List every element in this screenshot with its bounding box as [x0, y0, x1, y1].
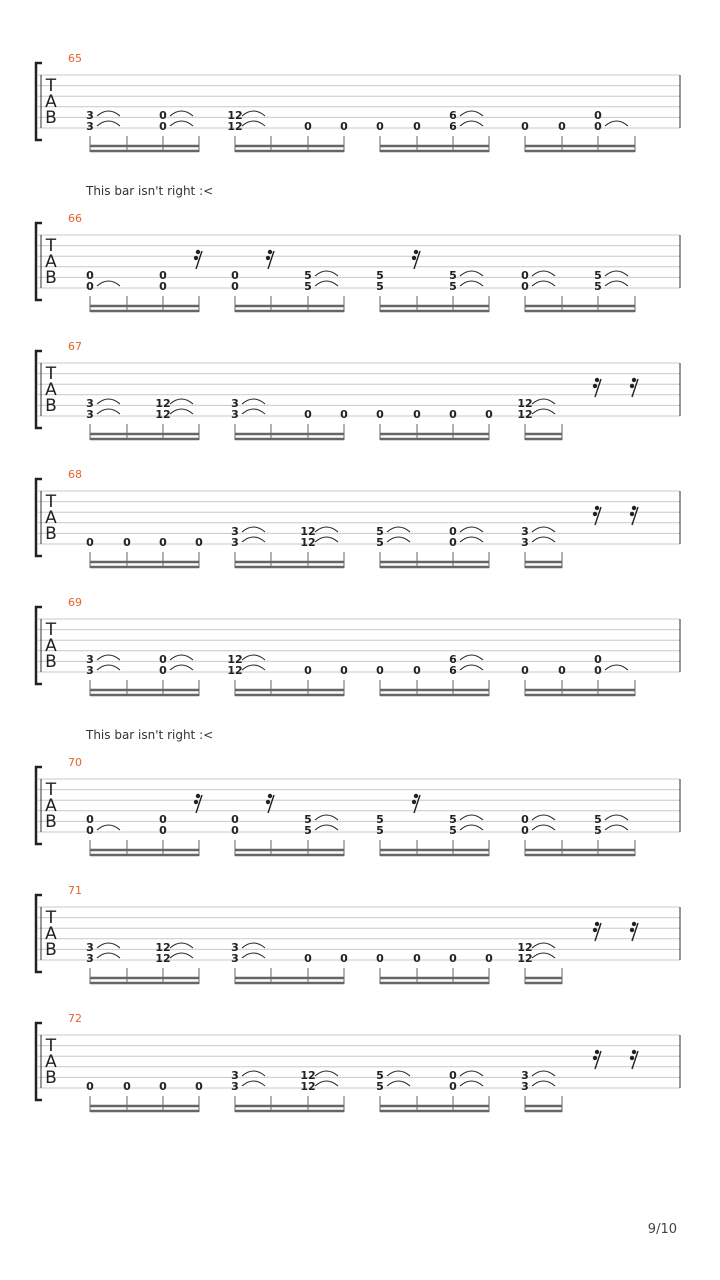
fret-number: 0: [449, 536, 457, 549]
tie-arc: [315, 527, 338, 532]
fret-number: 3: [86, 941, 94, 954]
fret-number: 5: [304, 269, 312, 282]
fret-number: 0: [86, 280, 94, 293]
measure-number: 70: [68, 756, 82, 769]
fret-number: 5: [449, 824, 457, 837]
fret-number: 0: [159, 1080, 167, 1093]
tab-clef-letter: A: [45, 1052, 57, 1072]
fret-number: 3: [86, 120, 94, 133]
tab-clef-letter: B: [45, 268, 57, 288]
tie-arc: [460, 665, 483, 670]
tie-arc: [242, 111, 265, 116]
tie-arc: [97, 281, 120, 286]
fret-number: 3: [86, 397, 94, 410]
tab-clef-letter: A: [45, 92, 57, 112]
fret-number: 0: [594, 653, 602, 666]
fret-number: 12: [227, 664, 243, 677]
tie-arc: [460, 111, 483, 116]
fret-number: 0: [485, 952, 493, 965]
tie-arc: [170, 655, 193, 660]
tie-arc: [605, 665, 628, 670]
fret-number: 12: [155, 408, 171, 421]
tie-arc: [460, 527, 483, 532]
tab-clef-letter: B: [45, 524, 57, 544]
fret-number: 0: [86, 824, 94, 837]
tab-clef-letter: B: [45, 940, 57, 960]
tie-arc: [532, 953, 555, 958]
tie-arc: [170, 121, 193, 126]
fret-number: 3: [231, 1069, 239, 1082]
fret-number: 6: [449, 109, 457, 122]
rest-flag-dot: [632, 922, 636, 926]
fret-number: 5: [376, 813, 384, 826]
fret-number: 0: [159, 813, 167, 826]
tab-clef-letter: T: [45, 780, 57, 800]
fret-number: 12: [227, 653, 243, 666]
rest-flag-dot: [632, 1050, 636, 1054]
tie-arc: [242, 527, 265, 532]
fret-number: 0: [413, 664, 421, 677]
tie-arc: [532, 943, 555, 948]
tie-arc: [460, 537, 483, 542]
tie-arc: [532, 537, 555, 542]
rest-flag-dot: [593, 512, 597, 516]
fret-number: 0: [449, 1069, 457, 1082]
tie-arc: [242, 1081, 265, 1086]
tie-arc: [532, 409, 555, 414]
tab-clef-letter: A: [45, 252, 57, 272]
rest-flag-dot: [595, 506, 599, 510]
tie-arc: [97, 953, 120, 958]
tab-clef-letter: A: [45, 924, 57, 944]
fret-number: 0: [449, 408, 457, 421]
tie-arc: [97, 409, 120, 414]
rest-flag-dot: [593, 384, 597, 388]
tie-arc: [242, 399, 265, 404]
tie-arc: [97, 655, 120, 660]
tie-arc: [242, 537, 265, 542]
fret-number: 0: [231, 269, 239, 282]
tie-arc: [532, 1071, 555, 1076]
fret-number: 12: [517, 941, 533, 954]
tie-arc: [97, 111, 120, 116]
tie-arc: [315, 281, 338, 286]
fret-number: 0: [159, 653, 167, 666]
tie-arc: [170, 111, 193, 116]
fret-number: 0: [413, 408, 421, 421]
fret-number: 0: [159, 269, 167, 282]
fret-number: 12: [517, 408, 533, 421]
fret-number: 0: [195, 1080, 203, 1093]
rest-flag-dot: [630, 1056, 634, 1060]
fret-number: 0: [123, 536, 131, 549]
rest-flag-dot: [196, 794, 200, 798]
fret-number: 3: [231, 1080, 239, 1093]
fret-number: 0: [376, 120, 384, 133]
fret-number: 0: [304, 408, 312, 421]
rest-flag-dot: [268, 250, 272, 254]
fret-number: 5: [594, 269, 602, 282]
tab-clef-letter: A: [45, 636, 57, 656]
tie-arc: [605, 281, 628, 286]
rest-flag-dot: [630, 928, 634, 932]
fret-number: 0: [304, 952, 312, 965]
fret-number: 12: [300, 525, 316, 538]
fret-number: 3: [86, 109, 94, 122]
fret-number: 0: [376, 408, 384, 421]
tie-arc: [605, 271, 628, 276]
fret-number: 5: [376, 269, 384, 282]
tie-arc: [532, 399, 555, 404]
measure-number: 69: [68, 596, 82, 609]
fret-number: 3: [86, 664, 94, 677]
tie-arc: [170, 665, 193, 670]
bar-comment-66: This bar isn't right :<: [86, 184, 214, 198]
fret-number: 0: [86, 813, 94, 826]
tie-arc: [315, 1071, 338, 1076]
tie-arc: [315, 271, 338, 276]
fret-number: 0: [449, 952, 457, 965]
rest-flag-dot: [593, 1056, 597, 1060]
tie-arc: [460, 1071, 483, 1076]
fret-number: 3: [86, 952, 94, 965]
tie-arc: [97, 943, 120, 948]
tie-arc: [242, 953, 265, 958]
rest-flag-dot: [266, 256, 270, 260]
fret-number: 0: [195, 536, 203, 549]
tie-arc: [97, 665, 120, 670]
fret-number: 12: [517, 952, 533, 965]
fret-number: 5: [376, 824, 384, 837]
tie-arc: [605, 121, 628, 126]
fret-number: 0: [86, 1080, 94, 1093]
fret-number: 0: [340, 952, 348, 965]
fret-number: 0: [521, 664, 529, 677]
tie-arc: [460, 121, 483, 126]
fret-number: 0: [558, 120, 566, 133]
tab-clef-letter: T: [45, 76, 57, 96]
tie-arc: [242, 655, 265, 660]
fret-number: 0: [521, 280, 529, 293]
tab-clef-letter: T: [45, 620, 57, 640]
tab-clef-letter: B: [45, 108, 57, 128]
rest-flag-dot: [266, 800, 270, 804]
tab-clef-letter: T: [45, 236, 57, 256]
tie-arc: [532, 271, 555, 276]
fret-number: 6: [449, 120, 457, 133]
tie-arc: [387, 1081, 410, 1086]
tie-arc: [532, 815, 555, 820]
fret-number: 5: [449, 269, 457, 282]
rest-flag-dot: [595, 922, 599, 926]
fret-number: 0: [376, 952, 384, 965]
rest-flag-dot: [595, 378, 599, 382]
rest-flag-dot: [414, 794, 418, 798]
fret-number: 3: [86, 653, 94, 666]
bar-comment-70: This bar isn't right :<: [86, 728, 214, 742]
tie-arc: [242, 943, 265, 948]
tie-arc: [170, 953, 193, 958]
fret-number: 0: [594, 664, 602, 677]
fret-number: 3: [521, 525, 529, 538]
fret-number: 0: [485, 408, 493, 421]
fret-number: 0: [558, 664, 566, 677]
fret-number: 5: [594, 824, 602, 837]
fret-number: 3: [231, 397, 239, 410]
fret-number: 12: [227, 109, 243, 122]
fret-number: 0: [521, 813, 529, 826]
rest-flag-dot: [412, 256, 416, 260]
fret-number: 12: [300, 536, 316, 549]
fret-number: 0: [159, 280, 167, 293]
tie-arc: [532, 1081, 555, 1086]
tie-arc: [460, 271, 483, 276]
fret-number: 12: [155, 941, 171, 954]
measure-number: 71: [68, 884, 82, 897]
fret-number: 0: [159, 109, 167, 122]
fret-number: 3: [231, 408, 239, 421]
rest-flag-dot: [630, 384, 634, 388]
fret-number: 3: [521, 536, 529, 549]
fret-number: 5: [449, 280, 457, 293]
fret-number: 0: [376, 664, 384, 677]
tab-clef-letter: A: [45, 796, 57, 816]
rest-flag-dot: [412, 800, 416, 804]
fret-number: 5: [376, 525, 384, 538]
fret-number: 0: [340, 120, 348, 133]
tie-arc: [315, 815, 338, 820]
fret-number: 12: [155, 952, 171, 965]
tie-arc: [605, 825, 628, 830]
tie-arc: [460, 825, 483, 830]
rest-flag-dot: [196, 250, 200, 254]
tab-clef-letter: T: [45, 1036, 57, 1056]
measure-number: 67: [68, 340, 82, 353]
fret-number: 0: [159, 664, 167, 677]
rest-flag-dot: [595, 1050, 599, 1054]
fret-number: 5: [304, 824, 312, 837]
fret-number: 0: [521, 120, 529, 133]
tie-arc: [97, 399, 120, 404]
tab-clef-letter: T: [45, 364, 57, 384]
measure-number: 68: [68, 468, 82, 481]
tie-arc: [315, 825, 338, 830]
measure-number: 66: [68, 212, 82, 225]
tie-arc: [532, 527, 555, 532]
tie-arc: [170, 399, 193, 404]
fret-number: 3: [231, 536, 239, 549]
fret-number: 3: [231, 525, 239, 538]
measure-number: 72: [68, 1012, 82, 1025]
fret-number: 0: [231, 280, 239, 293]
tie-arc: [242, 1071, 265, 1076]
fret-number: 0: [159, 120, 167, 133]
tie-arc: [242, 409, 265, 414]
fret-number: 0: [231, 824, 239, 837]
tab-clef-letter: B: [45, 812, 57, 832]
tie-arc: [387, 1071, 410, 1076]
tie-arc: [460, 281, 483, 286]
tie-arc: [460, 815, 483, 820]
tab-clef-letter: B: [45, 1068, 57, 1088]
rest-flag-dot: [632, 378, 636, 382]
tie-arc: [387, 527, 410, 532]
tie-arc: [605, 815, 628, 820]
fret-number: 0: [86, 536, 94, 549]
fret-number: 0: [413, 952, 421, 965]
fret-number: 0: [159, 536, 167, 549]
fret-number: 5: [376, 1069, 384, 1082]
tie-arc: [97, 825, 120, 830]
tie-arc: [460, 655, 483, 660]
fret-number: 0: [159, 824, 167, 837]
fret-number: 12: [300, 1080, 316, 1093]
tie-arc: [315, 1081, 338, 1086]
fret-number: 0: [594, 120, 602, 133]
tie-arc: [97, 121, 120, 126]
fret-number: 3: [231, 941, 239, 954]
rest-flag-dot: [268, 794, 272, 798]
fret-number: 0: [304, 664, 312, 677]
tab-clef-letter: A: [45, 508, 57, 528]
fret-number: 6: [449, 664, 457, 677]
tab-clef-letter: B: [45, 396, 57, 416]
tie-arc: [532, 281, 555, 286]
fret-number: 5: [304, 813, 312, 826]
fret-number: 3: [521, 1080, 529, 1093]
tie-arc: [242, 665, 265, 670]
rest-flag-dot: [414, 250, 418, 254]
measure-number: 65: [68, 52, 82, 65]
fret-number: 0: [413, 120, 421, 133]
rest-flag-dot: [593, 928, 597, 932]
tab-clef-letter: T: [45, 908, 57, 928]
fret-number: 12: [300, 1069, 316, 1082]
fret-number: 5: [594, 813, 602, 826]
fret-number: 5: [449, 813, 457, 826]
fret-number: 12: [517, 397, 533, 410]
tie-arc: [170, 409, 193, 414]
fret-number: 0: [594, 109, 602, 122]
rest-flag-dot: [632, 506, 636, 510]
fret-number: 5: [304, 280, 312, 293]
page-number: 9/10: [647, 1222, 677, 1237]
tie-arc: [532, 825, 555, 830]
fret-number: 0: [521, 824, 529, 837]
fret-number: 3: [231, 952, 239, 965]
tie-arc: [315, 537, 338, 542]
fret-number: 0: [231, 813, 239, 826]
fret-number: 12: [227, 120, 243, 133]
fret-number: 0: [340, 664, 348, 677]
fret-number: 0: [449, 1080, 457, 1093]
fret-number: 0: [449, 525, 457, 538]
fret-number: 5: [594, 280, 602, 293]
fret-number: 0: [86, 269, 94, 282]
fret-number: 5: [376, 536, 384, 549]
fret-number: 0: [521, 269, 529, 282]
tab-clef-letter: T: [45, 492, 57, 512]
fret-number: 5: [376, 1080, 384, 1093]
fret-number: 3: [86, 408, 94, 421]
tie-arc: [387, 537, 410, 542]
fret-number: 0: [123, 1080, 131, 1093]
fret-number: 0: [304, 120, 312, 133]
tie-arc: [242, 121, 265, 126]
tie-arc: [170, 943, 193, 948]
fret-number: 6: [449, 653, 457, 666]
rest-flag-dot: [194, 800, 198, 804]
fret-number: 5: [376, 280, 384, 293]
rest-flag-dot: [194, 256, 198, 260]
tie-arc: [460, 1081, 483, 1086]
fret-number: 12: [155, 397, 171, 410]
fret-number: 3: [521, 1069, 529, 1082]
fret-number: 0: [340, 408, 348, 421]
tab-clef-letter: B: [45, 652, 57, 672]
tab-clef-letter: A: [45, 380, 57, 400]
rest-flag-dot: [630, 512, 634, 516]
